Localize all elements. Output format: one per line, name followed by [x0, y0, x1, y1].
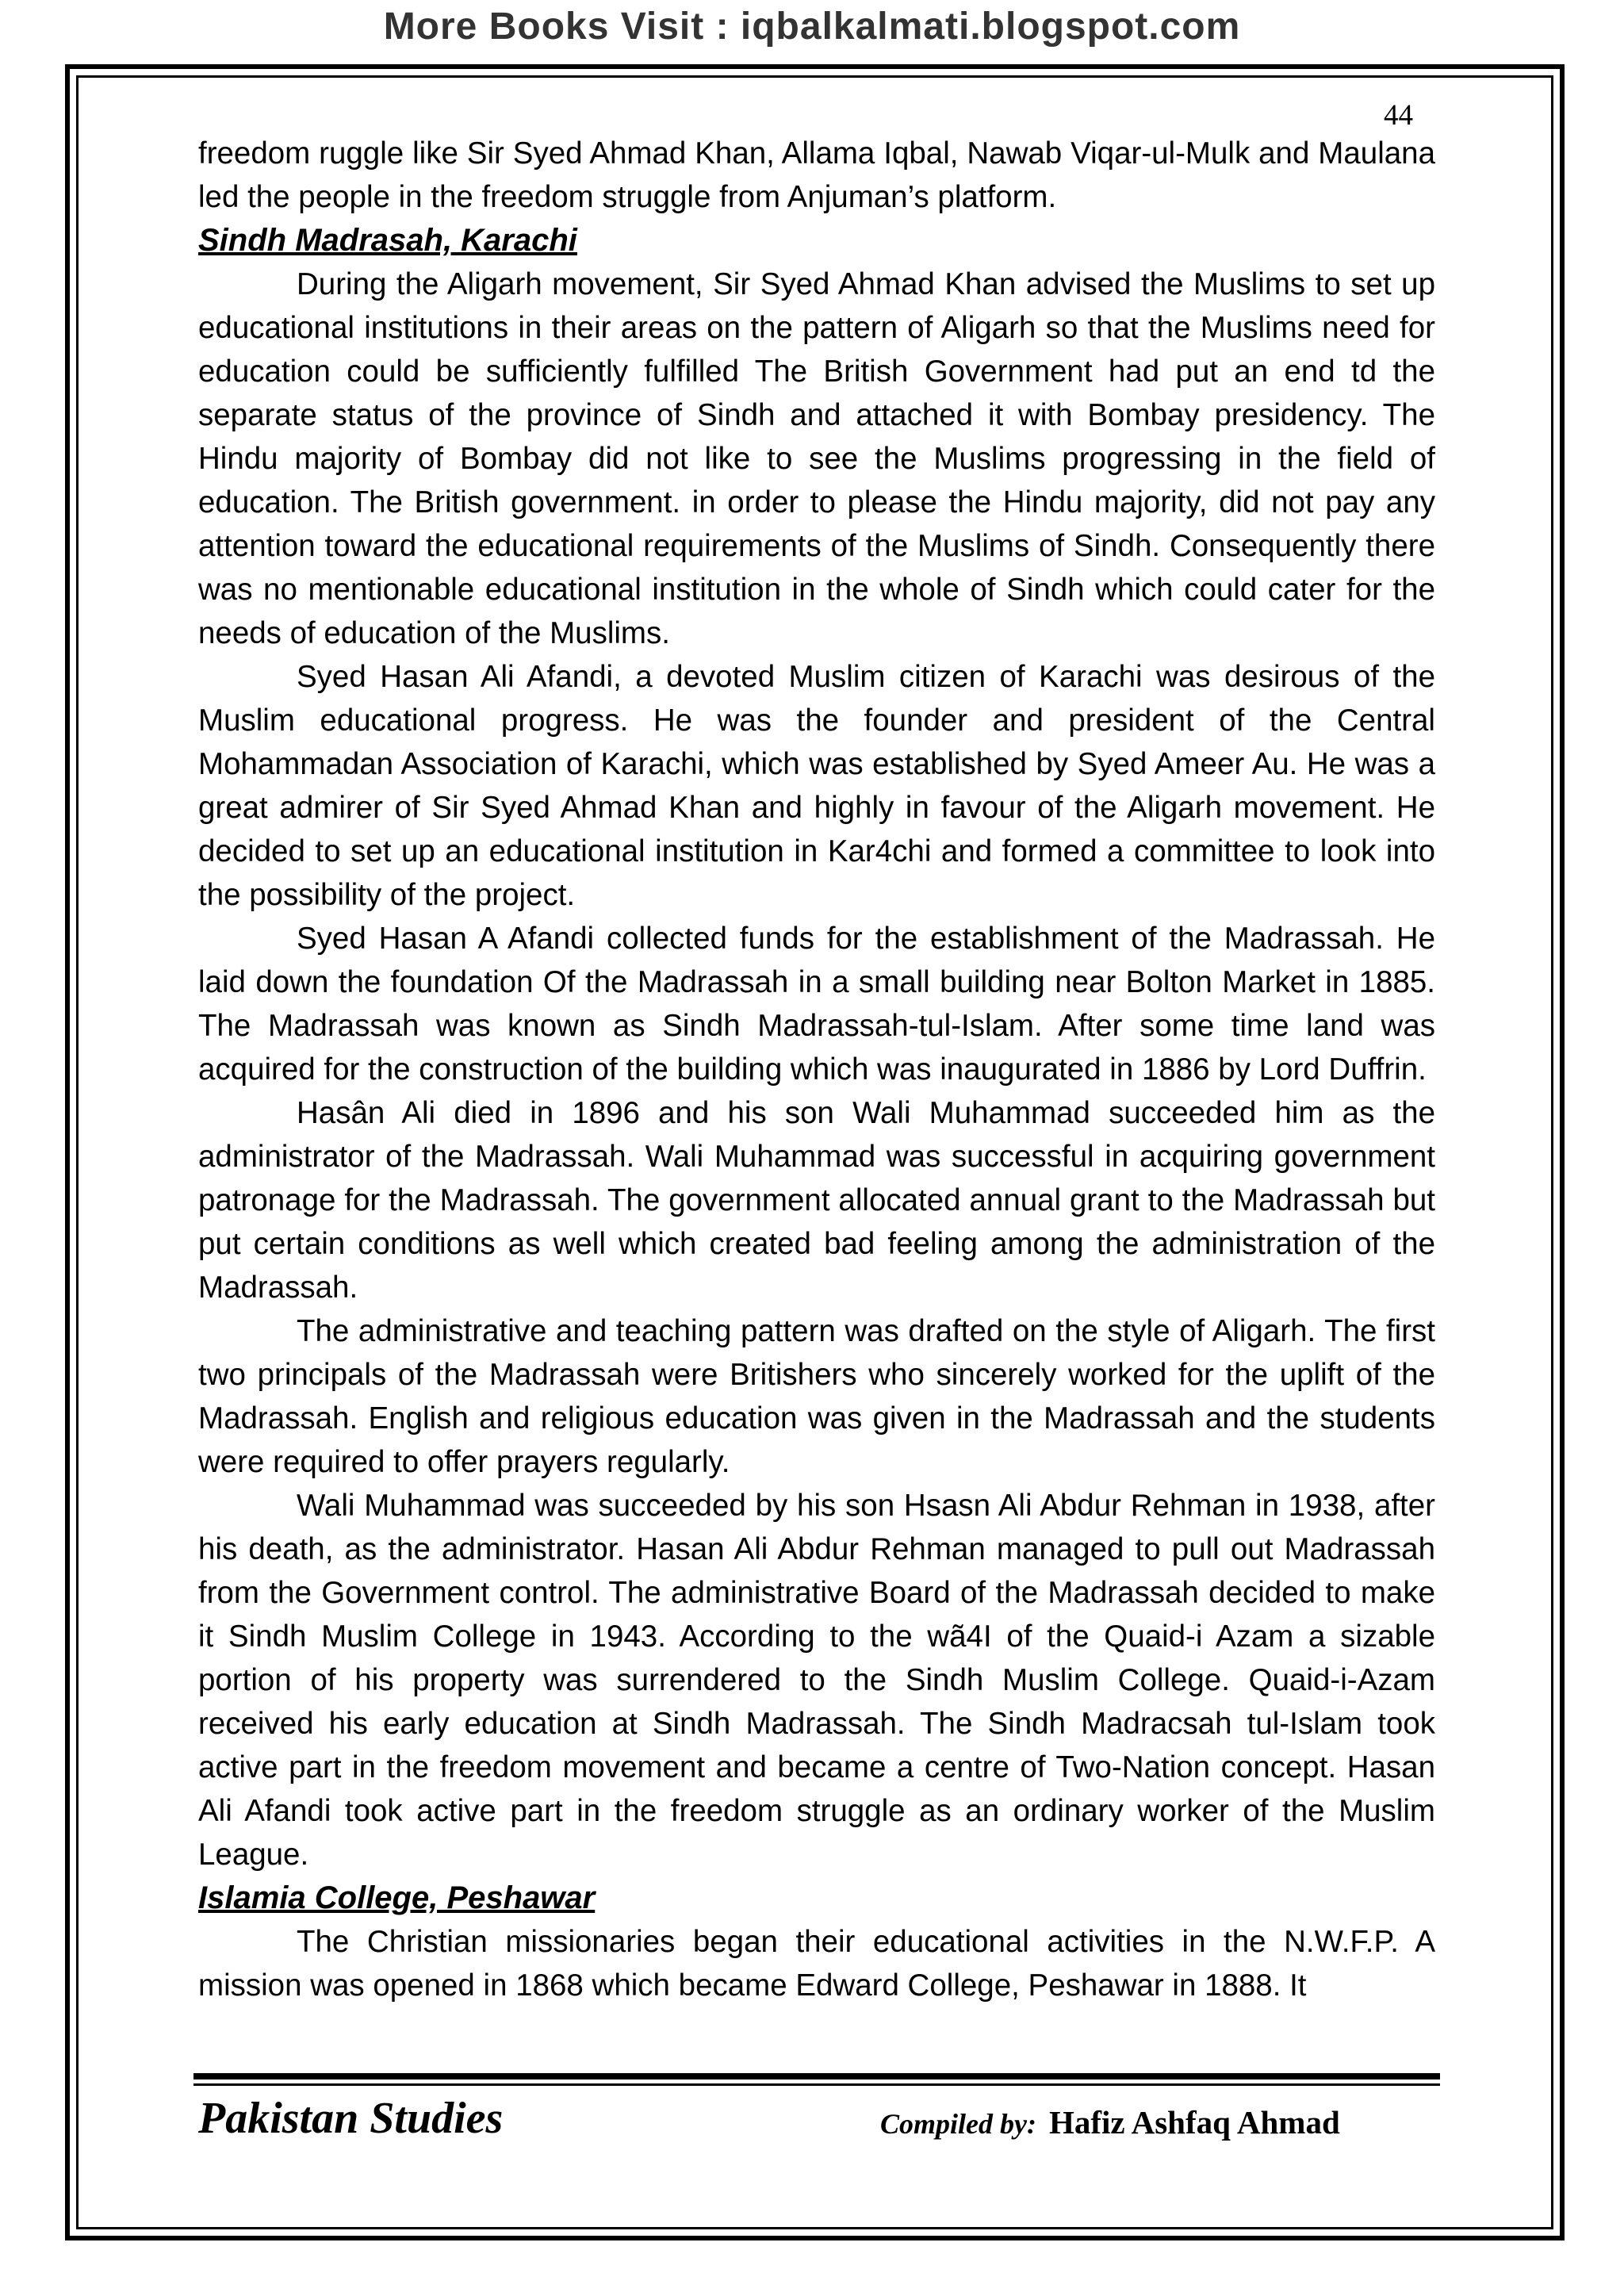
paragraph: Wali Muhammad was succeeded by his son Hsasn Ali Abdur Rehman in 1938, after his death, as the administrator. Hasan Ali Abdur Rehman managed to pull out Madrassah from the Government control. The administrative Board of the Madrassah decided to make it Sindh Muslim College in 1943. According to the wã4I of the Quaid-i Azam a sizable portion of his property was surrendered to the Sindh Muslim College. Quaid-i-Azam received his early education at Sindh Madrassah. The Sindh Madracsah tul-Islam took active part in the freedom movement and became a centre of Two-Nation concept. Hasan Ali Afandi took active part in the freedom struggle as an ordinary worker of the Muslim League.: [198, 1489, 1435, 1872]
paragraph: During the Aligarh movement, Sir Syed Ahmad Khan advised the Muslims to set up educational institutions in their areas on the pattern of Aligarh so that the Muslims need for education could be sufficiently fulfilled The British Government had put an end td the separate status of the province of Sindh and attached it with Bombay presidency. The Hindu majority of Bombay did not like to see the Muslims progressing in the field of education. The British government. in order to please the Hindu majority, did not pay any attention toward the educational requirements of the Muslims of Sindh. Consequently there was no mentionable educational institution in the whole of Sindh which could cater for the needs of education of the Muslims.: [198, 267, 1435, 650]
paragraph: The administrative and teaching pattern was drafted on the style of Aligarh. The first two principals of the Madrassah were Britishers who sincerely worked for the uplift of the Madrassah. English and religious education was given in the Madrassah and the students were required to offer prayers regularly.: [198, 1314, 1435, 1479]
paragraph: Syed Hasan Ali Afandi, a devoted Muslim citizen of Karachi was desirous of the Muslim educational progress. He was the founder and president of the Central Mohammadan Association of Karachi, which was established by Syed Ameer Au. He was a great admirer of Sir Syed Ahmad Khan and highly in favour of the Aligarh movement. He decided to set up an educational institution in Kar4chi and formed a committee to look into the possibility of the project.: [198, 660, 1435, 912]
compiled-by-label: Compiled by:: [880, 2108, 1036, 2140]
section-heading-islamia-college: Islamia College, Peshawar: [198, 1880, 596, 1915]
compiler-name: Hafiz Ashfaq Ahmad: [1048, 2104, 1340, 2141]
document-body: [198, 132, 1435, 2007]
footer-book-title: Pakistan Studies: [198, 2094, 504, 2143]
footer-rule: [193, 2073, 1440, 2079]
site-banner: More Books Visit : iqbalkalmati.blogspot.com: [383, 6, 1241, 48]
paragraph: Hasân Ali died in 1896 and his son Wali Muhammad succeeded him as the administrator of the Madrassah. Wali Muhammad was successful in acquiring government patronage for the Madrassah. The government allocated annual grant to the Madrassah but put certain conditions as well which created bad feeling among the administration of the Madrassah.: [198, 1096, 1435, 1305]
footer-rule-thin: [193, 2083, 1440, 2086]
section-heading-sindh-madrasah: Sindh Madrasah, Karachi: [198, 223, 577, 258]
paragraph-continuation: freedom ruggle like Sir Syed Ahmad Khan, Allama Iqbal, Nawab Viqar-ul-Mulk and Maulana led the people in the freedom struggle from Anjuman’s platform.: [198, 136, 1435, 214]
footer-compiler: [880, 2100, 1340, 2146]
paragraph: The Christian missionaries began their educational activities in the N.W.F.P. A mission was opened in 1868 which became Edward College, Peshawar in 1888. It: [198, 1925, 1435, 2003]
page-number: 44: [1384, 99, 1413, 132]
paragraph: Syed Hasan A Afandi collected funds for the establishment of the Madrassah. He laid down the foundation Of the Madrassah in a small building near Bolton Market in 1885. The Madrassah was known as Sindh Madrassah-tul-Islam. After some time land was acquired for the construction of the building which was inaugurated in 1886 by Lord Duffrin.: [198, 922, 1435, 1087]
